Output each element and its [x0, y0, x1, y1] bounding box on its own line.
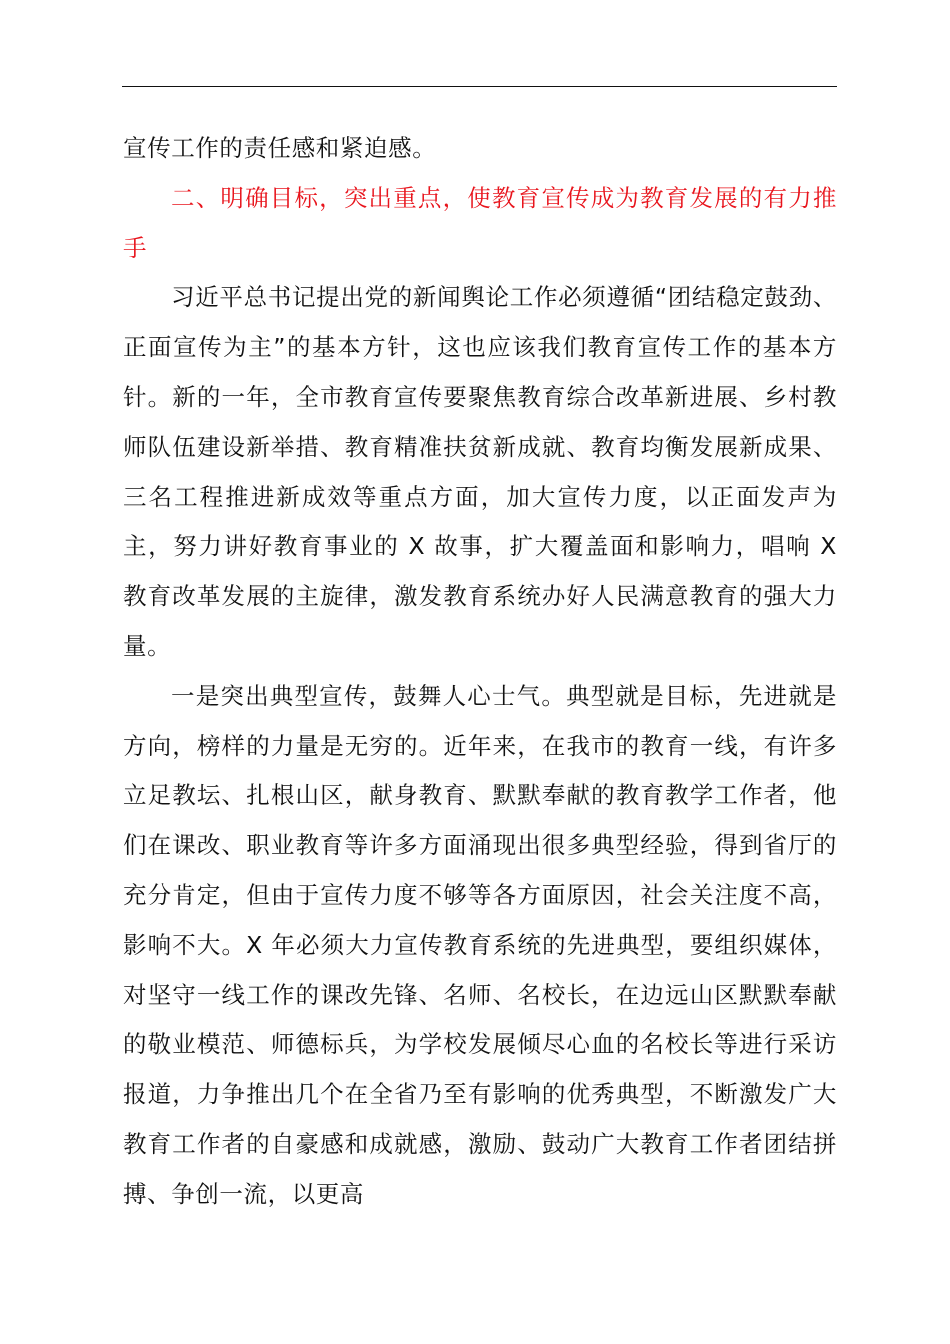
section-heading: 二、明确目标，突出重点，使教育宣传成为教育发展的有力推手: [123, 183, 837, 262]
document-body: [123, 124, 837, 1220]
paragraph-continuation: 宣传工作的责任感和紧迫感。: [123, 134, 437, 162]
paragraph-policy: 习近平总书记提出党的新闻舆论工作必须遵循“团结稳定鼓劲、正面宣传为主”的基本方针，这也应该我们教育宣传工作的基本方针。新的一年，全市教育宣传要聚焦教育综合改革新进展、乡村教师队伍建设新举措、教育精准扶贫新成就、教育均衡发展新成果、三名工程推进新成效等重点方面，加大宣传力度，以正面发声为主，努力讲好教育事业的 X 故事，扩大覆盖面和影响力，唱响 X 教育改革发展的主旋律，激发教育系统办好人民满意教育的强大力量。: [123, 283, 837, 660]
paragraph-typical-publicity: 一是突出典型宣传，鼓舞人心士气。典型就是目标，先进就是方向，榜样的力量是无穷的。近年来，在我市的教育一线，有许多立足教坛、扎根山区，献身教育、默默奉献的教育教学工作者，他们在课改、职业教育等许多方面涌现出很多典型经验，得到省厅的充分肯定，但由于宣传力度不够等各方面原因，社会关注度不高，影响不大。X 年必须大力宣传教育系统的先进典型，要组织媒体，对坚守一线工作的课改先锋、名师、名校长，在边远山区默默奉献的敬业模范、师德标兵，为学校发展倾尽心血的名校长等进行采访报道，力争推出几个在全省乃至有影响的优秀典型，不断激发广大教育工作者的自豪感和成就感，激励、鼓动广大教育工作者团结拼搏、争创一流，以更高: [123, 681, 837, 1208]
header-rule: [122, 86, 837, 87]
